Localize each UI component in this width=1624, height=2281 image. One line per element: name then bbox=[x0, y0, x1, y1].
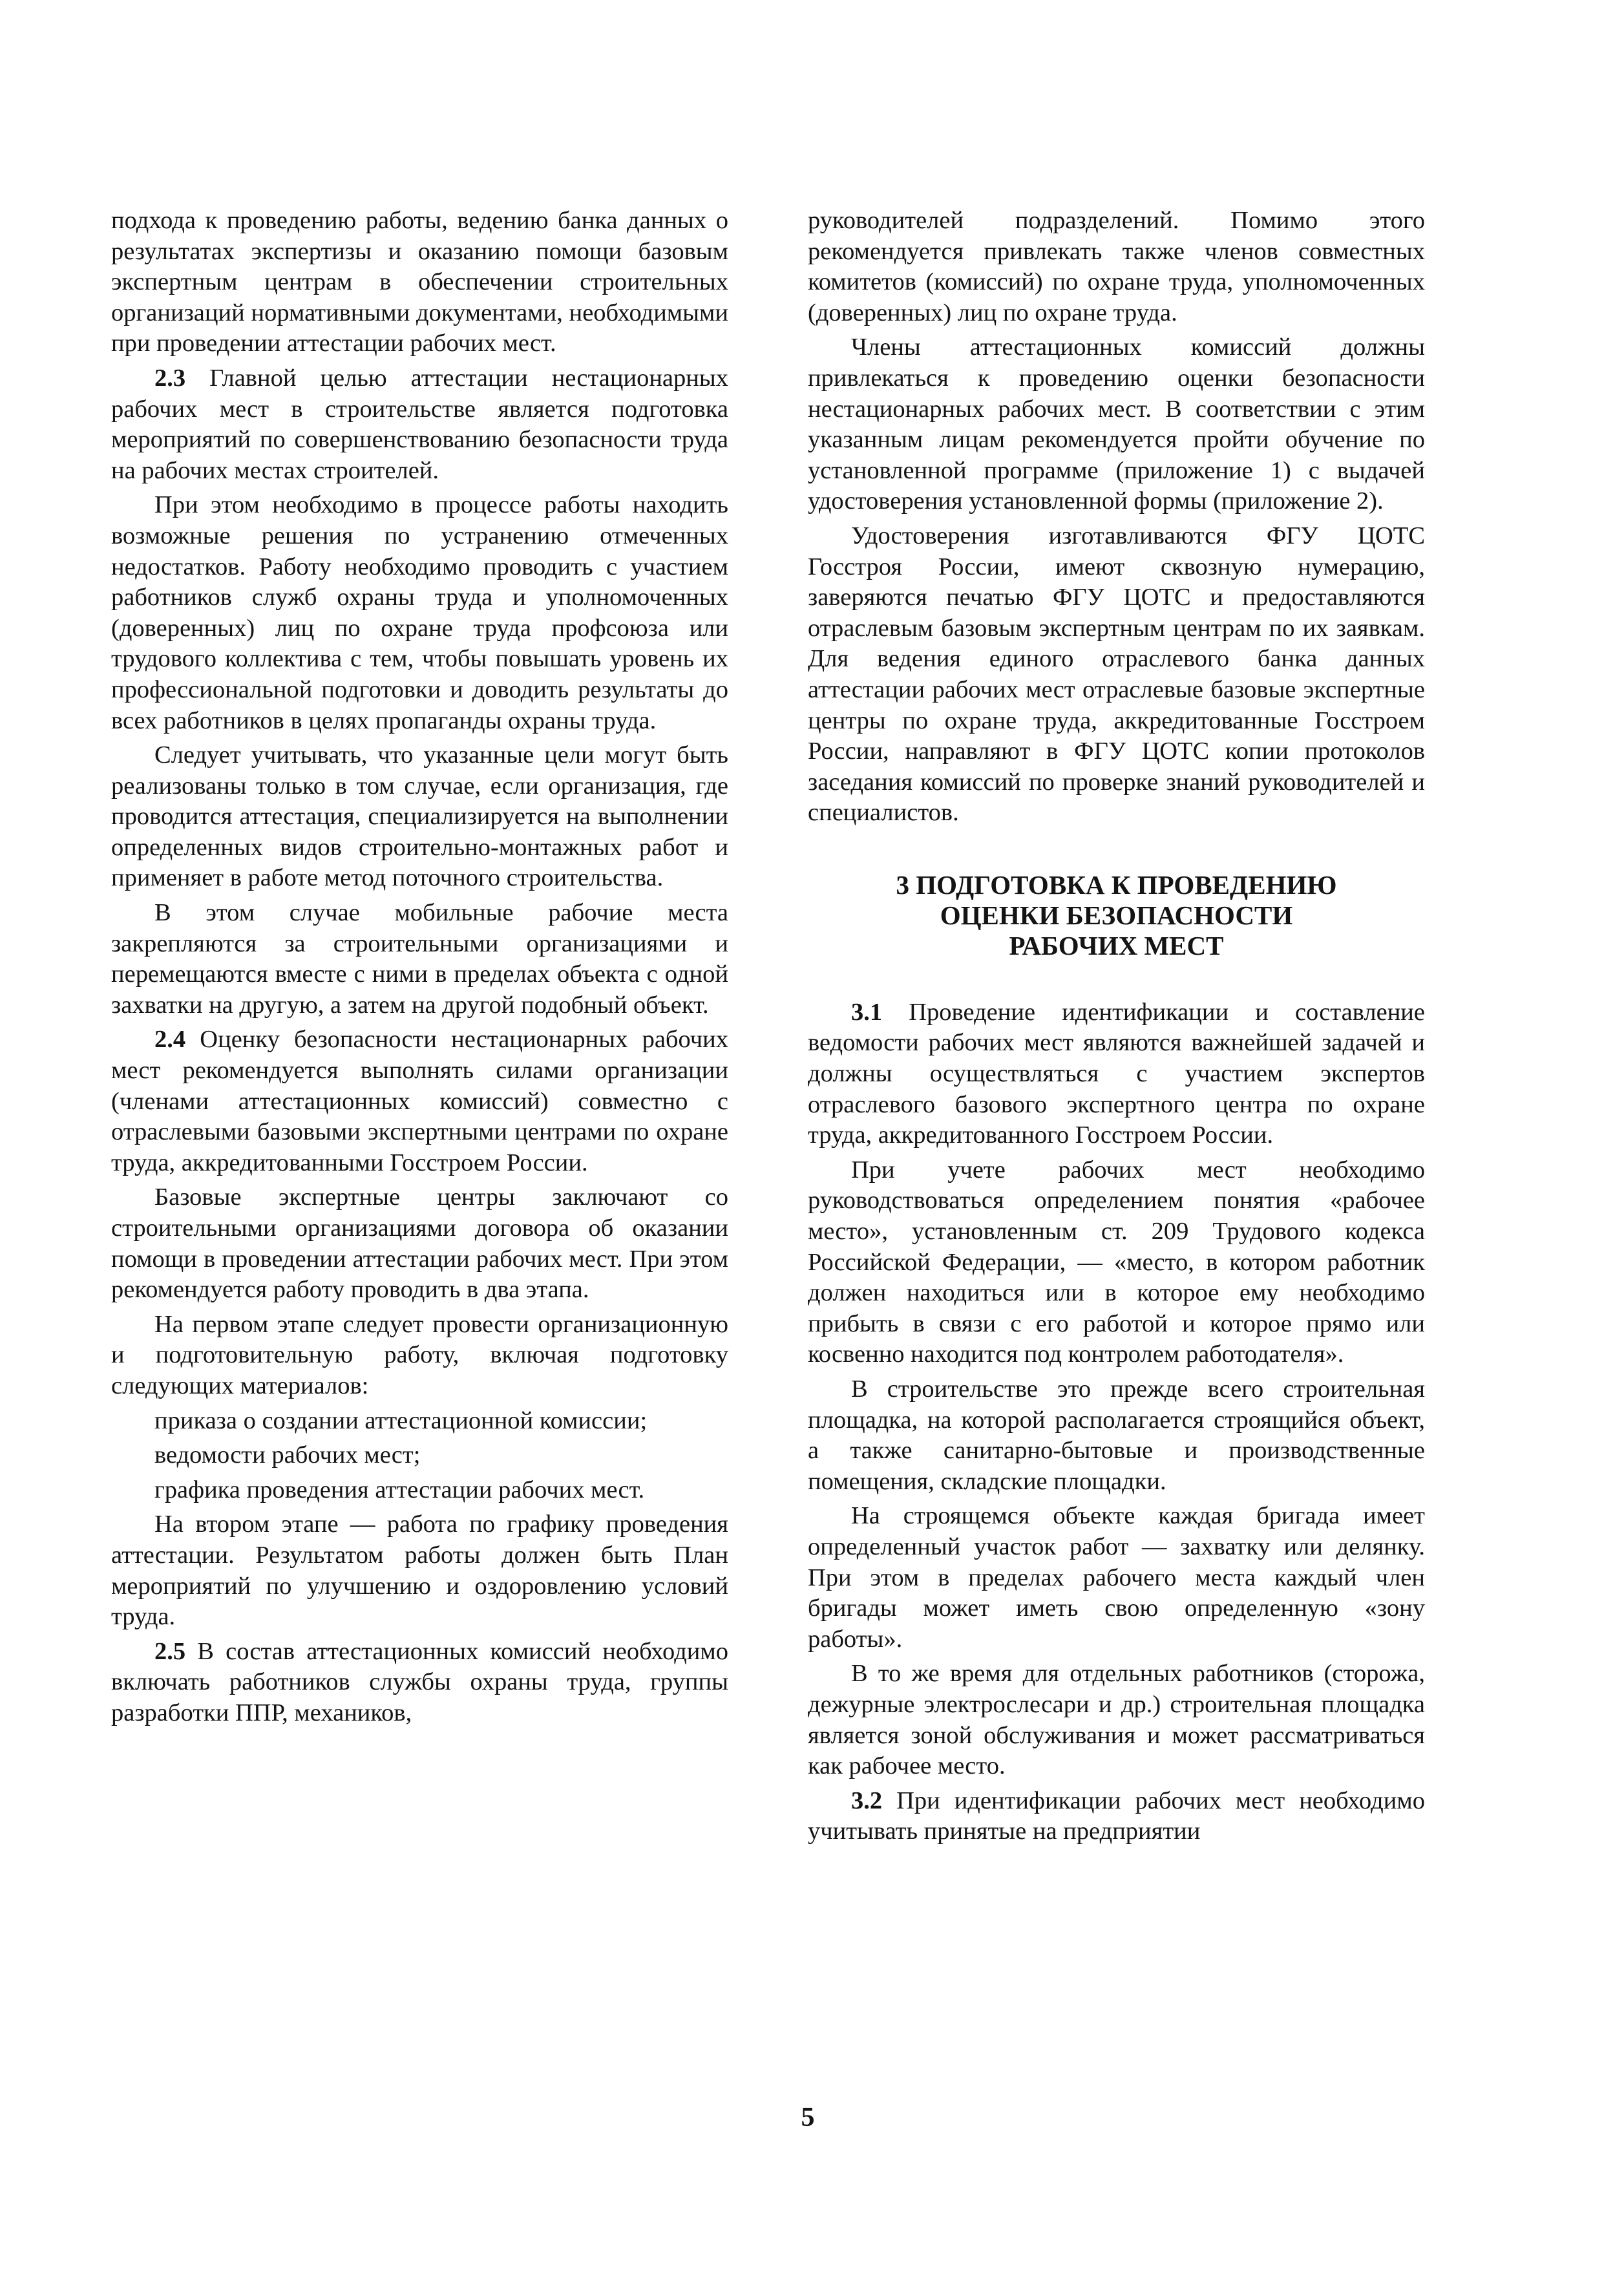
paragraph-text: графика проведения аттестации рабочих мест. bbox=[154, 1476, 645, 1503]
paragraph-text: ведомости рабочих мест; bbox=[154, 1441, 421, 1469]
paragraph bbox=[808, 1155, 1425, 1370]
paragraph bbox=[111, 206, 728, 359]
paragraph-text: Оценку безопасности нестационарных рабочих мест рекомендуется выполнять силами организации (членами аттестационных комиссий) совместно с отраслевыми базовыми экспертными центрами по охране труда, аккредитованными Госстроем России. bbox=[111, 1026, 728, 1176]
paragraph bbox=[808, 332, 1425, 517]
paragraph bbox=[111, 898, 728, 1021]
paragraph bbox=[808, 1786, 1425, 1847]
paragraph-text: Базовые экспертные центры заключают со строительными организациями договора об оказании помощи в проведении аттестации рабочих мест. При этом рекомендуется работу проводить в два этапа. bbox=[111, 1183, 728, 1304]
paragraph bbox=[808, 1374, 1425, 1497]
paragraph-text: При учете рабочих мест необходимо руководствоваться определением понятия «рабочее место», установленным ст. 209 Трудового кодекса Российской Федерации, — «место, в котором работник должен находиться или в которое ему необходимо прибыть в связи с его работой и которое прямо или косвенно находится под контролем работодателя». bbox=[808, 1156, 1425, 1368]
paragraph-text: подхода к проведению работы, ведению банка данных о результатах экспертизы и оказанию помощи базовым экспертным центрам в обеспечении строительных организаций нормативными документами, необходимыми при проведении аттестации рабочих мест. bbox=[111, 207, 728, 357]
paragraph-text: На втором этапе — работа по графику проведения аттестации. Результатом работы должен быть План мероприятий по улучшению и оздоровлению условий труда. bbox=[111, 1511, 728, 1631]
paragraph-text: В этом случае мобильные рабочие места закрепляются за строительными организациями и перемещаются вместе с ними в пределах объекта с одной захватки на другую, а затем на другой подобный объект. bbox=[111, 899, 728, 1019]
paragraph bbox=[808, 1501, 1425, 1655]
right-column bbox=[808, 206, 1425, 1851]
section-heading-line: РАБОЧИХ МЕСТ bbox=[1009, 930, 1224, 960]
paragraph bbox=[111, 1509, 728, 1632]
paragraph bbox=[111, 363, 728, 486]
paragraph bbox=[111, 740, 728, 894]
clause-number: 2.4 bbox=[154, 1026, 186, 1054]
paragraph bbox=[111, 1024, 728, 1178]
list-item bbox=[111, 1475, 728, 1506]
paragraph bbox=[808, 997, 1425, 1151]
paragraph-text: На первом этапе следует провести организационную и подготовительную работу, включая подготовку следующих материалов: bbox=[111, 1310, 728, 1399]
paragraph-text: руководителей подразделений. Помимо этого рекомендуется привлекать также членов совместных комитетов (комиссий) по охране труда, уполномоченных (доверенных) лиц по охране труда. bbox=[808, 207, 1425, 326]
paragraph-text: В то же время для отдельных работников (сторожа, дежурные электрослесари и др.) строительная площадка является зоной обслуживания и может рассматриваться как рабочее место. bbox=[808, 1660, 1425, 1780]
paragraph bbox=[808, 521, 1425, 829]
paragraph bbox=[808, 206, 1425, 328]
left-column bbox=[111, 206, 728, 1733]
page-number: 5 bbox=[801, 2103, 815, 2132]
paragraph-text: При этом необходимо в процессе работы находить возможные решения по устранению отмеченных недостатков. Работу необходимо проводить с участием работников служб охраны труда и уполномоченных (доверенных) лиц по охране труда профсоюза или трудового коллектива с тем, чтобы повышать уровень их профессиональной подготовки и доводить результаты до всех работников в целях пропаганды охраны труда. bbox=[111, 491, 728, 734]
paragraph-text: приказа о создании аттестационной комиссии; bbox=[154, 1406, 648, 1434]
list-item bbox=[111, 1406, 728, 1437]
paragraph-text: Проведение идентификации и составление ведомости рабочих мест являются важнейшей задачей и должны осуществляться с участием экспертов отраслевого базового экспертного центра по охране труда, аккредитованного Госстроем России. bbox=[808, 998, 1425, 1149]
list-item bbox=[111, 1440, 728, 1471]
paragraph-text: Члены аттестационных комиссий должны привлекаться к проведению оценки безопасности нестационарных рабочих мест. В соответствии с этим указанным лицам рекомендуется пройти обучение по установленной программе (приложение 1) с выдачей удостоверения установленной формы (приложение 2). bbox=[808, 334, 1425, 515]
paragraph-text: Следует учитывать, что указанные цели могут быть реализованы только в том случае, если организация, где проводится аттестация, специализируется на выполнении определенных видов строительно-монтажных работ и применяет в работе метод поточного строительства. bbox=[111, 741, 728, 892]
paragraph-text: В строительстве это прежде всего строительная площадка, на которой располагается строящийся объект, а также санитарно-бытовые и производственные помещения, складские площадки. bbox=[808, 1375, 1425, 1495]
section-heading-line: 3 ПОДГОТОВКА К ПРОВЕДЕНИЮ bbox=[896, 869, 1337, 900]
paragraph-text: При идентификации рабочих мест необходимо учитывать принятые на предприятии bbox=[808, 1787, 1425, 1845]
paragraph bbox=[111, 1182, 728, 1305]
paragraph bbox=[111, 1310, 728, 1402]
clause-number: 2.3 bbox=[154, 364, 186, 392]
paragraph-text: Удостоверения изготавливаются ФГУ ЦОТС Госстроя России, имеют сквозную нумерацию, заверяются печатью ФГУ ЦОТС и предоставляются отраслевым базовым экспертным центрам по их заявкам. Для ведения единого отраслевого банка данных аттестации рабочих мест отраслевые базовые экспертные центры по охране труда, аккредитованные Госстроем России, направляют в ФГУ ЦОТС копии протоколов заседания комиссий по проверке знаний руководителей и специалистов. bbox=[808, 522, 1425, 827]
paragraph bbox=[111, 490, 728, 736]
paragraph bbox=[808, 1659, 1425, 1781]
section-heading bbox=[808, 870, 1425, 961]
clause-number: 3.1 bbox=[851, 998, 883, 1026]
paragraph-text: На строящемся объекте каждая бригада имеет определенный участок работ — захватку или делянку. При этом в пределах рабочего места каждый член бригады может иметь свою определенную «зону работы». bbox=[808, 1502, 1425, 1653]
paragraph-text: В состав аттестационных комиссий необходимо включать работников службы охраны труда, группы разработки ППР, механиков, bbox=[111, 1637, 728, 1726]
section-heading-line: ОЦЕНКИ БЕЗОПАСНОСТИ bbox=[940, 900, 1293, 930]
clause-number: 2.5 bbox=[154, 1637, 186, 1665]
clause-number: 3.2 bbox=[851, 1787, 883, 1814]
paragraph bbox=[111, 1637, 728, 1729]
paragraph-text: Главной целью аттестации нестационарных рабочих мест в строительстве является подготовка мероприятий по совершенствованию безопасности труда на рабочих местах строителей. bbox=[111, 364, 728, 484]
